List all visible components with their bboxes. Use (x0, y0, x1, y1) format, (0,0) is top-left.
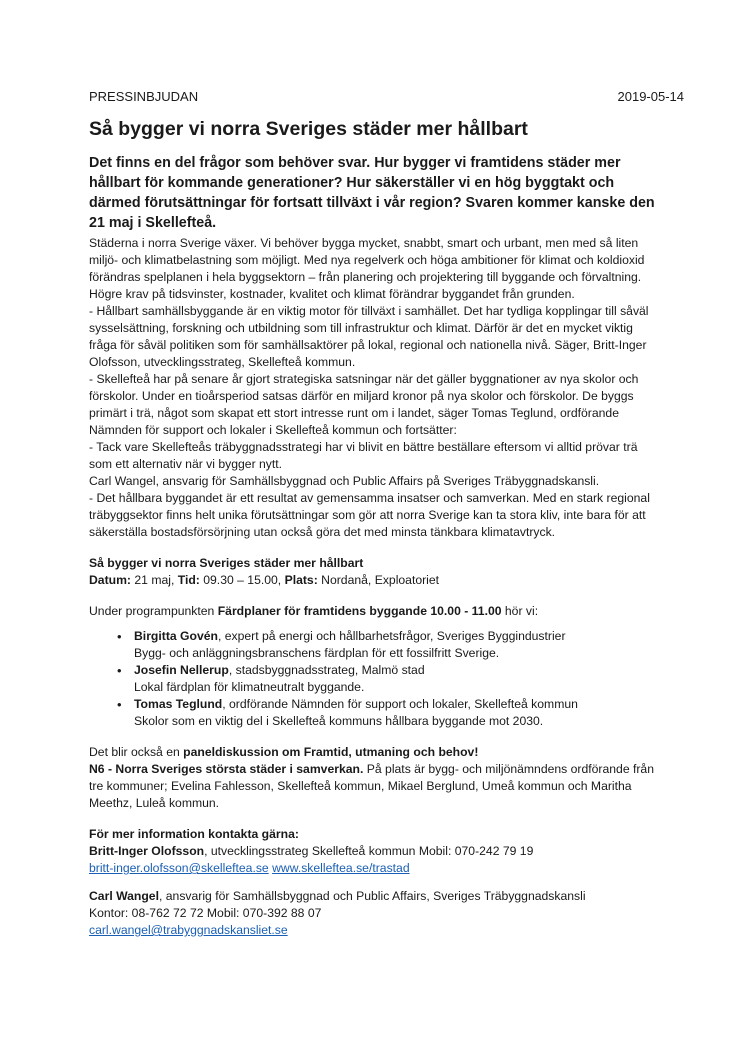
contact-name: Britt-Inger Olofsson (89, 844, 205, 858)
list-item (134, 628, 659, 662)
place-value: Nordanå, Exploatoriet (317, 573, 440, 587)
contact-name: Carl Wangel (89, 889, 159, 903)
body-paragraph: - Tack vare Skellefteås träbyggnadsstrategi har vi blivit en bättre beställare eftersom vi alltid prövar trä som ett alternativ när vi bygger nytt. (89, 440, 638, 471)
document-type-label: PRESSINBJUDAN (89, 89, 199, 104)
contact-role: , utvecklingsstrateg Skellefteå kommun Mobil: 070-242 79 19 (204, 844, 534, 858)
program-intro: Under programpunkten Färdplaner för framtidens byggande 10.00 - 11.00 hör vi: (89, 604, 539, 618)
program-section (89, 603, 659, 730)
body-text (89, 235, 659, 541)
time-value: 09.30 – 15.00, (199, 573, 285, 587)
website-link[interactable]: www.skelleftea.se/trastad (272, 861, 410, 875)
body-paragraph: - Hållbart samhällsbyggande är en viktig motor för tillväxt i samhället. Det har tydliga kopplingar till såväl sysselsättning, forskning och utbildning som till infrastruktur och klimat. Därför är det en mycket viktig fråga för såväl politiken som för samhällsaktörer på lokal, regional och nationella nivå. Säger, Britt-Inger Olofsson, utvecklingsstrateg, Skellefteå kommun. (89, 304, 649, 369)
document-date: 2019-05-14 (617, 89, 684, 104)
list-item (134, 662, 659, 696)
date-value: 21 maj, (130, 573, 178, 587)
body-paragraph: Städerna i norra Sverige växer. Vi behöver bygga mycket, snabbt, smart och urbant, men med så liten miljö- och klimatbelastning som möjligt. Med nya regelverk och höga ambitioner för klimat och koldioxid förändras spelplanen i hela byggsektorn – från planering och projektering till byggande och förvaltning. Högre krav på tidsvinster, kostnader, kvalitet och klimat förändrar byggandet från grunden. (89, 236, 645, 301)
speaker-name: Tomas Teglund (134, 697, 223, 711)
panel-description: På plats är bygg- och miljönämndens ordförande från tre kommuner; Evelina Fahlesson, Skellefteå kommun, Mikael Berglund, Umeå kommun och Maritha Meethz, Luleå kommun. (89, 762, 654, 810)
list-item (134, 696, 659, 730)
body-paragraph: Carl Wangel, ansvarig för Samhällsbyggnad och Public Affairs på Sveriges Träbyggnadskansli. (89, 474, 600, 488)
panel-section: Det blir också en paneldiskussion om Framtid, utmaning och behov! N6 - Norra Sveriges största städer i samverkan. På plats är bygg- och miljönämndens ordförande från tre kommuner; Evelina Fahlesson, Skellefteå kommun, Mikael Berglund, Umeå kommun och Maritha Meethz, Luleå kommun. (89, 745, 654, 810)
contact-phones: Kontor: 08-762 72 72 Mobil: 070-392 88 07 (89, 906, 322, 920)
speaker-role: , stadsbyggnadsstrateg, Malmö stad (228, 663, 425, 677)
speaker-name: Birgitta Govén (134, 629, 218, 643)
speaker-topic: Bygg- och anläggningsbranschens färdplan för ett fossilfritt Sverige. (134, 646, 500, 660)
contact-heading: För mer information kontakta gärna: (89, 827, 299, 841)
speaker-topic: Lokal färdplan för klimatneutralt byggande. (134, 680, 365, 694)
event-title: Så bygger vi norra Sveriges städer mer hållbart (89, 556, 364, 570)
email-link[interactable]: britt-inger.olofsson@skelleftea.se (89, 861, 269, 875)
panel-title: paneldiskussion om Framtid, utmaning och behov! (183, 745, 479, 759)
body-paragraph: - Skellefteå har på senare år gjort strategiska satsningar när det gäller byggnationer av nya skolor och förskolor. Under en tioårsperiod satsas därför en miljard kronor på nya skolor och förskolor. De byggs primärt i trä, något som skapat ett stort intresse runt om i landet, säger Tomas Teglund, ordförande Nämnden för support och lokaler i Skellefteå kommun och fortsätter: (89, 372, 639, 437)
speaker-role: , ordförande Nämnden för support och lokaler, Skellefteå kommun (222, 697, 578, 711)
speaker-name: Josefin Nellerup (134, 663, 229, 677)
speaker-list (89, 628, 659, 730)
panel-subtitle: N6 - Norra Sveriges största städer i samverkan. (89, 762, 364, 776)
contact-role: , ansvarig för Samhällsbyggnad och Public Affairs, Sveriges Träbyggnadskansli (158, 889, 586, 903)
date-label: Datum: (89, 573, 131, 587)
lead-paragraph: Det finns en del frågor som behöver svar. Hur bygger vi framtidens städer mer hållbart för kommande generationer? Hur säkerställer vi en hög byggtakt och därmed förutsättningar för fortsatt tillväxt i vår region? Svaren kommer kanske den 21 maj i Skellefteå. (89, 155, 655, 231)
speaker-topic: Skolor som en viktig del i Skellefteå kommuns hållbara byggande mot 2030. (134, 714, 544, 728)
event-info (89, 555, 659, 589)
speaker-role: , expert på energi och hållbarhetsfrågor, Sveriges Byggindustrier (217, 629, 566, 643)
header-row (89, 88, 684, 105)
page-title: Så bygger vi norra Sveriges städer mer hållbart (89, 118, 528, 140)
email-link[interactable]: carl.wangel@trabyggnadskansliet.se (89, 923, 288, 937)
document-page (89, 88, 684, 939)
time-label: Tid: (177, 573, 200, 587)
body-paragraph: - Det hållbara byggandet är ett resultat av gemensamma insatser och samverkan. Med en stark regional träbyggsektor finns helt unika förutsättningar som gör att norra Sverige kan ta stora kliv, inte bara för att säkerställa bostadsförsörjning utan också göra det med minsta tänkbara klimatavtryck. (89, 491, 650, 539)
place-label: Plats: (284, 573, 318, 587)
contact-section (89, 826, 659, 939)
